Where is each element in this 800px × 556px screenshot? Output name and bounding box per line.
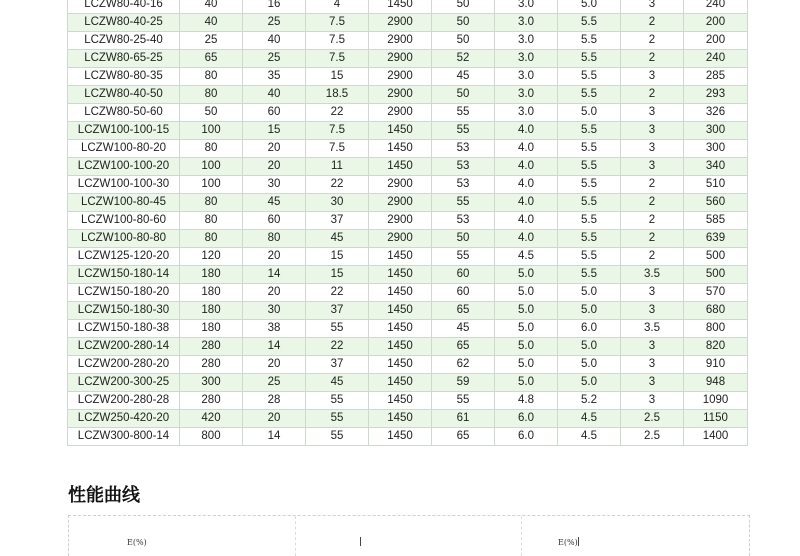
performance-curves xyxy=(68,515,750,556)
table-row xyxy=(68,68,748,86)
section-title: 性能曲线 xyxy=(68,485,140,506)
curve-axis-label-3: E(%) xyxy=(558,538,578,547)
table-cell: 65 xyxy=(432,338,495,356)
table-cell: 16 xyxy=(243,0,306,14)
model-cell: LCZW100-80-60 xyxy=(68,212,180,230)
table-cell: 2.5 xyxy=(621,410,684,428)
table-cell: 55 xyxy=(306,320,369,338)
table-row xyxy=(68,302,748,320)
table-row xyxy=(68,176,748,194)
table-cell: 2900 xyxy=(369,32,432,50)
table-cell: 80 xyxy=(180,212,243,230)
table-cell: 300 xyxy=(684,140,748,158)
table-cell: 5.2 xyxy=(558,392,621,410)
model-cell: LCZW300-800-14 xyxy=(68,428,180,446)
table-cell: 280 xyxy=(180,392,243,410)
table-cell: 28 xyxy=(243,392,306,410)
table-cell: 3.0 xyxy=(495,0,558,14)
table-cell: 240 xyxy=(684,50,748,68)
table-cell: 37 xyxy=(306,212,369,230)
table-cell: 100 xyxy=(180,158,243,176)
table-cell: 5.5 xyxy=(558,176,621,194)
table-cell: 1450 xyxy=(369,374,432,392)
table-cell: 910 xyxy=(684,356,748,374)
model-cell: LCZW100-80-45 xyxy=(68,194,180,212)
table-cell: 7.5 xyxy=(306,32,369,50)
table-cell: 4.5 xyxy=(558,410,621,428)
table-cell: 5.0 xyxy=(558,104,621,122)
table-cell: 1450 xyxy=(369,410,432,428)
table-cell: 3 xyxy=(621,338,684,356)
table-cell: 5.5 xyxy=(558,32,621,50)
table-cell: 3.0 xyxy=(495,68,558,86)
table-cell: 2900 xyxy=(369,14,432,32)
table-cell: 80 xyxy=(180,140,243,158)
table-row xyxy=(68,284,748,302)
table-cell: 5.5 xyxy=(558,248,621,266)
table-cell: 340 xyxy=(684,158,748,176)
table-cell: 30 xyxy=(243,302,306,320)
table-cell: 7.5 xyxy=(306,50,369,68)
table-cell: 1450 xyxy=(369,302,432,320)
table-cell: 3 xyxy=(621,0,684,14)
table-cell: 2 xyxy=(621,14,684,32)
table-cell: 15 xyxy=(243,122,306,140)
table-cell: 4 xyxy=(306,0,369,14)
table-cell: 65 xyxy=(432,428,495,446)
table-row xyxy=(68,266,748,284)
table-cell: 4.0 xyxy=(495,176,558,194)
table-cell: 280 xyxy=(180,356,243,374)
table-cell: 1450 xyxy=(369,356,432,374)
table-cell: 240 xyxy=(684,0,748,14)
table-cell: 53 xyxy=(432,176,495,194)
table-cell: 5.5 xyxy=(558,266,621,284)
table-cell: 3.0 xyxy=(495,104,558,122)
table-cell: 280 xyxy=(180,338,243,356)
table-cell: 3.5 xyxy=(621,266,684,284)
table-cell: 53 xyxy=(432,212,495,230)
table-cell: 2 xyxy=(621,32,684,50)
table-cell: 55 xyxy=(432,104,495,122)
table-cell: 50 xyxy=(432,32,495,50)
table-cell: 2900 xyxy=(369,104,432,122)
curve-axis-tick xyxy=(578,537,579,546)
table-cell: 3 xyxy=(621,356,684,374)
table-cell: 4.5 xyxy=(558,428,621,446)
table-cell: 3 xyxy=(621,122,684,140)
table-cell: 45 xyxy=(306,230,369,248)
table-cell: 2900 xyxy=(369,50,432,68)
table-cell: 1450 xyxy=(369,266,432,284)
table-cell: 5.0 xyxy=(558,374,621,392)
table-cell: 4.5 xyxy=(495,248,558,266)
table-cell: 3 xyxy=(621,68,684,86)
table-row xyxy=(68,122,748,140)
model-cell: LCZW200-280-28 xyxy=(68,392,180,410)
table-cell: 500 xyxy=(684,266,748,284)
table-cell: 80 xyxy=(243,230,306,248)
table-cell: 6.0 xyxy=(558,320,621,338)
table-cell: 5.0 xyxy=(558,302,621,320)
table-cell: 293 xyxy=(684,86,748,104)
table-row xyxy=(68,14,748,32)
table-cell: 3.0 xyxy=(495,50,558,68)
model-cell: LCZW100-80-20 xyxy=(68,140,180,158)
table-cell: 4.0 xyxy=(495,158,558,176)
table-cell: 3.5 xyxy=(621,320,684,338)
table-cell: 4.0 xyxy=(495,230,558,248)
table-cell: 14 xyxy=(243,428,306,446)
table-cell: 5.5 xyxy=(558,86,621,104)
table-cell: 80 xyxy=(180,68,243,86)
curve-panel-2 xyxy=(295,516,522,556)
model-cell: LCZW150-180-30 xyxy=(68,302,180,320)
table-cell: 300 xyxy=(180,374,243,392)
spec-table-body xyxy=(68,0,748,446)
table-cell: 7.5 xyxy=(306,14,369,32)
table-row xyxy=(68,392,748,410)
table-row xyxy=(68,356,748,374)
table-cell: 45 xyxy=(432,68,495,86)
table-cell: 53 xyxy=(432,140,495,158)
table-cell: 3 xyxy=(621,392,684,410)
table-cell: 55 xyxy=(306,392,369,410)
table-cell: 585 xyxy=(684,212,748,230)
table-cell: 4.0 xyxy=(495,140,558,158)
table-cell: 40 xyxy=(243,86,306,104)
table-cell: 62 xyxy=(432,356,495,374)
table-cell: 15 xyxy=(306,266,369,284)
table-cell: 5.5 xyxy=(558,158,621,176)
table-cell: 1450 xyxy=(369,338,432,356)
table-cell: 80 xyxy=(180,86,243,104)
table-cell: 25 xyxy=(243,50,306,68)
model-cell: LCZW80-65-25 xyxy=(68,50,180,68)
table-cell: 200 xyxy=(684,14,748,32)
table-cell: 38 xyxy=(243,320,306,338)
table-cell: 22 xyxy=(306,104,369,122)
table-cell: 40 xyxy=(180,0,243,14)
model-cell: LCZW200-280-20 xyxy=(68,356,180,374)
table-cell: 5.5 xyxy=(558,14,621,32)
table-cell: 1450 xyxy=(369,248,432,266)
table-cell: 65 xyxy=(180,50,243,68)
table-cell: 5.0 xyxy=(558,356,621,374)
table-cell: 20 xyxy=(243,140,306,158)
table-cell: 2 xyxy=(621,176,684,194)
model-cell: LCZW200-300-25 xyxy=(68,374,180,392)
model-cell: LCZW100-80-80 xyxy=(68,230,180,248)
table-cell: 1450 xyxy=(369,122,432,140)
table-cell: 1450 xyxy=(369,0,432,14)
table-cell: 180 xyxy=(180,266,243,284)
table-cell: 37 xyxy=(306,356,369,374)
table-cell: 1450 xyxy=(369,320,432,338)
curve-panel-1 xyxy=(69,516,295,556)
table-row xyxy=(68,158,748,176)
table-cell: 800 xyxy=(684,320,748,338)
table-cell: 50 xyxy=(432,0,495,14)
table-cell: 5.0 xyxy=(495,302,558,320)
model-cell: LCZW80-40-25 xyxy=(68,14,180,32)
table-cell: 2 xyxy=(621,50,684,68)
table-cell: 180 xyxy=(180,320,243,338)
table-cell: 4.0 xyxy=(495,194,558,212)
table-cell: 560 xyxy=(684,194,748,212)
table-cell: 285 xyxy=(684,68,748,86)
table-cell: 5.0 xyxy=(558,284,621,302)
model-cell: LCZW250-420-20 xyxy=(68,410,180,428)
table-cell: 7.5 xyxy=(306,122,369,140)
table-cell: 820 xyxy=(684,338,748,356)
table-cell: 1450 xyxy=(369,392,432,410)
model-cell: LCZW100-100-30 xyxy=(68,176,180,194)
table-cell: 2 xyxy=(621,212,684,230)
table-cell: 37 xyxy=(306,302,369,320)
table-cell: 59 xyxy=(432,374,495,392)
table-cell: 326 xyxy=(684,104,748,122)
table-cell: 5.0 xyxy=(558,0,621,14)
model-cell: LCZW80-80-35 xyxy=(68,68,180,86)
table-cell: 2900 xyxy=(369,230,432,248)
table-cell: 45 xyxy=(306,374,369,392)
table-cell: 5.0 xyxy=(495,266,558,284)
table-cell: 180 xyxy=(180,302,243,320)
table-cell: 40 xyxy=(243,32,306,50)
curve-axis-tick xyxy=(360,537,361,546)
table-cell: 420 xyxy=(180,410,243,428)
model-cell: LCZW100-100-20 xyxy=(68,158,180,176)
table-cell: 25 xyxy=(243,14,306,32)
table-row xyxy=(68,86,748,104)
table-cell: 2 xyxy=(621,194,684,212)
table-cell: 5.0 xyxy=(495,338,558,356)
table-cell: 4.8 xyxy=(495,392,558,410)
table-cell: 3.0 xyxy=(495,86,558,104)
table-cell: 4.0 xyxy=(495,212,558,230)
table-cell: 20 xyxy=(243,158,306,176)
table-cell: 2900 xyxy=(369,176,432,194)
table-cell: 2900 xyxy=(369,86,432,104)
table-row xyxy=(68,410,748,428)
model-cell: LCZW125-120-20 xyxy=(68,248,180,266)
table-cell: 2900 xyxy=(369,68,432,86)
model-cell: LCZW80-40-16 xyxy=(68,0,180,14)
table-cell: 25 xyxy=(180,32,243,50)
model-cell: LCZW150-180-38 xyxy=(68,320,180,338)
table-cell: 3 xyxy=(621,374,684,392)
table-cell: 1450 xyxy=(369,428,432,446)
table-cell: 1150 xyxy=(684,410,748,428)
table-cell: 2 xyxy=(621,86,684,104)
table-cell: 5.5 xyxy=(558,122,621,140)
table-cell: 80 xyxy=(180,194,243,212)
table-cell: 25 xyxy=(243,374,306,392)
table-cell: 5.5 xyxy=(558,68,621,86)
table-cell: 15 xyxy=(306,248,369,266)
curve-panel-3 xyxy=(521,516,749,556)
table-cell: 1450 xyxy=(369,158,432,176)
table-row xyxy=(68,320,748,338)
table-cell: 5.5 xyxy=(558,230,621,248)
table-cell: 570 xyxy=(684,284,748,302)
table-row xyxy=(68,140,748,158)
table-cell: 5.5 xyxy=(558,212,621,230)
table-cell: 6.0 xyxy=(495,428,558,446)
table-cell: 5.0 xyxy=(495,374,558,392)
table-cell: 65 xyxy=(432,302,495,320)
table-cell: 14 xyxy=(243,338,306,356)
table-row xyxy=(68,32,748,50)
spec-table-wrapper xyxy=(67,0,747,446)
table-cell: 5.0 xyxy=(558,338,621,356)
table-cell: 7.5 xyxy=(306,140,369,158)
table-cell: 2900 xyxy=(369,212,432,230)
table-cell: 30 xyxy=(243,176,306,194)
table-cell: 55 xyxy=(432,248,495,266)
model-cell: LCZW80-40-50 xyxy=(68,86,180,104)
table-row xyxy=(68,338,748,356)
table-cell: 3 xyxy=(621,302,684,320)
table-cell: 3 xyxy=(621,104,684,122)
table-cell: 800 xyxy=(180,428,243,446)
table-cell: 30 xyxy=(306,194,369,212)
table-cell: 15 xyxy=(306,68,369,86)
table-row xyxy=(68,0,748,14)
table-cell: 52 xyxy=(432,50,495,68)
table-cell: 45 xyxy=(243,194,306,212)
table-cell: 680 xyxy=(684,302,748,320)
model-cell: LCZW200-280-14 xyxy=(68,338,180,356)
table-cell: 53 xyxy=(432,158,495,176)
table-cell: 2 xyxy=(621,230,684,248)
table-cell: 3 xyxy=(621,284,684,302)
table-cell: 3 xyxy=(621,158,684,176)
model-cell: LCZW150-180-14 xyxy=(68,266,180,284)
table-cell: 5.5 xyxy=(558,50,621,68)
table-cell: 1450 xyxy=(369,140,432,158)
table-cell: 100 xyxy=(180,176,243,194)
table-cell: 300 xyxy=(684,122,748,140)
table-cell: 1090 xyxy=(684,392,748,410)
table-row xyxy=(68,50,748,68)
table-cell: 100 xyxy=(180,122,243,140)
table-cell: 4.0 xyxy=(495,122,558,140)
table-cell: 35 xyxy=(243,68,306,86)
table-cell: 1400 xyxy=(684,428,748,446)
table-cell: 50 xyxy=(432,230,495,248)
table-cell: 55 xyxy=(306,428,369,446)
table-cell: 22 xyxy=(306,338,369,356)
table-cell: 3 xyxy=(621,140,684,158)
table-row xyxy=(68,374,748,392)
table-cell: 40 xyxy=(180,14,243,32)
table-cell: 11 xyxy=(306,158,369,176)
model-cell: LCZW100-100-15 xyxy=(68,122,180,140)
table-cell: 22 xyxy=(306,176,369,194)
table-cell: 948 xyxy=(684,374,748,392)
table-cell: 22 xyxy=(306,284,369,302)
table-cell: 80 xyxy=(180,230,243,248)
table-row xyxy=(68,104,748,122)
table-cell: 55 xyxy=(432,392,495,410)
table-cell: 5.0 xyxy=(495,284,558,302)
table-cell: 60 xyxy=(243,212,306,230)
table-row xyxy=(68,428,748,446)
model-cell: LCZW80-25-40 xyxy=(68,32,180,50)
table-cell: 20 xyxy=(243,284,306,302)
table-cell: 55 xyxy=(432,122,495,140)
table-cell: 2.5 xyxy=(621,428,684,446)
table-cell: 60 xyxy=(432,284,495,302)
model-cell: LCZW80-50-60 xyxy=(68,104,180,122)
table-cell: 2 xyxy=(621,248,684,266)
table-cell: 60 xyxy=(432,266,495,284)
table-cell: 500 xyxy=(684,248,748,266)
table-cell: 2900 xyxy=(369,194,432,212)
table-cell: 639 xyxy=(684,230,748,248)
table-cell: 20 xyxy=(243,356,306,374)
table-cell: 45 xyxy=(432,320,495,338)
table-row xyxy=(68,194,748,212)
table-cell: 18.5 xyxy=(306,86,369,104)
table-cell: 61 xyxy=(432,410,495,428)
table-cell: 55 xyxy=(432,194,495,212)
table-cell: 510 xyxy=(684,176,748,194)
table-cell: 5.0 xyxy=(495,320,558,338)
table-cell: 180 xyxy=(180,284,243,302)
table-cell: 50 xyxy=(180,104,243,122)
table-row xyxy=(68,212,748,230)
table-cell: 20 xyxy=(243,248,306,266)
table-row xyxy=(68,248,748,266)
table-cell: 1450 xyxy=(369,284,432,302)
table-cell: 5.0 xyxy=(495,356,558,374)
table-cell: 120 xyxy=(180,248,243,266)
table-cell: 60 xyxy=(243,104,306,122)
table-cell: 50 xyxy=(432,86,495,104)
table-cell: 55 xyxy=(306,410,369,428)
table-cell: 14 xyxy=(243,266,306,284)
model-cell: LCZW150-180-20 xyxy=(68,284,180,302)
table-cell: 5.5 xyxy=(558,194,621,212)
table-row xyxy=(68,230,748,248)
table-cell: 200 xyxy=(684,32,748,50)
table-cell: 20 xyxy=(243,410,306,428)
spec-table xyxy=(67,0,748,446)
table-cell: 6.0 xyxy=(495,410,558,428)
table-cell: 5.5 xyxy=(558,140,621,158)
table-cell: 50 xyxy=(432,14,495,32)
table-cell: 3.0 xyxy=(495,32,558,50)
table-cell: 3.0 xyxy=(495,14,558,32)
curve-axis-label-1: E(%) xyxy=(127,538,147,547)
